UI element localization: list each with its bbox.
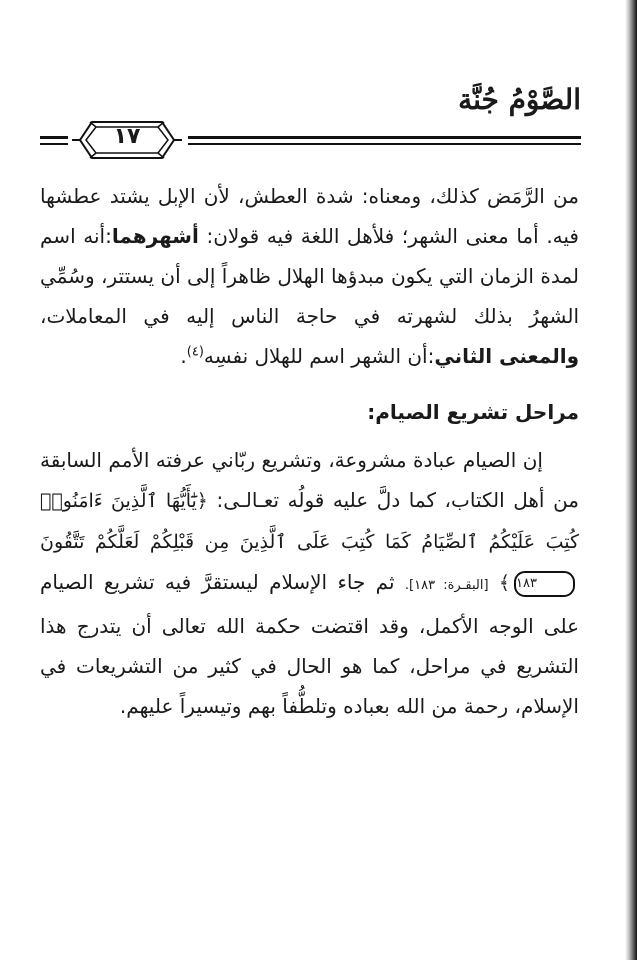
- scan-edge-shadow: [625, 0, 637, 960]
- paragraph-fasting-stages: [40, 440, 579, 726]
- paragraph-month-meaning: [40, 176, 579, 376]
- footnote-reference: (٤): [186, 344, 204, 360]
- page-number-badge: [70, 118, 184, 162]
- header-rule-left: [40, 136, 68, 145]
- text-fasting-stages: ثم جاء الإسلام ليستقرَّ فيه تشريع الصيام على الوجه الأكمل، وقد اقتضت حكمة الله تعالى أن يتدرج هذا التشريع في مراحل، كما هو الحال في كثير من التشريعات في الإسلام، رحمة من الله بعباده وتلطُّفاً بهم وتيسيراً عليهم.: [40, 570, 579, 718]
- sentence-end: .: [180, 344, 187, 368]
- page-number: ١٧: [113, 124, 141, 149]
- page-header: [40, 78, 581, 158]
- header-rule-right: [188, 136, 581, 145]
- text-first-meaning: :أنه اسم لمدة الزمان التي يكون مبدؤها الهلال ظاهراً إلى أن يستتر، وسُمِّي الشهرُ بذلك لشهرته في حاجة الناس إليه في المعاملات،: [40, 224, 579, 328]
- text-ramad-meaning: من الرَّمَض كذلك، ومعناه: شدة العطش، لأن الإبل يشتد عطشها فيه. أما معنى الشهر؛ فلأهل اللغة فيه قولان:: [40, 184, 579, 248]
- text-fasting-intro: إن الصيام عبادة مشروعة، وتشريع ربّاني عرفته الأمم السابقة من أهل الكتاب، كما دلَّ عليه قولُه تعـالـى:: [40, 448, 580, 512]
- quran-verse-close: ﴾: [498, 572, 511, 594]
- section-heading: مراحل تشريع الصيام:: [367, 400, 579, 424]
- header-rule: [40, 126, 581, 156]
- term-second-meaning: والمعنى الثاني: [434, 344, 579, 368]
- verse-source-reference: [البقـرة: ١٨٣].: [404, 578, 489, 593]
- term-first-meaning: أشهرهما: [111, 224, 199, 248]
- page-body: [40, 176, 579, 726]
- verse-number-marker: ١٨٣: [514, 571, 575, 597]
- quran-verse: ﴿يَٰٓأَيُّهَا ٱلَّذِينَ ءَامَنُوا۟ كُتِبَ عَلَيْكُمُ ٱلصِّيَامُ كَمَا كُتِبَ عَلَى ٱلَّذِينَ مِن قَبْلِكُمْ لَعَلَّكُمْ تَتَّقُونَ: [40, 490, 579, 553]
- running-book-title: الصَّوْمُ جُنَّة: [458, 83, 581, 116]
- text-second-meaning: :أن الشهر اسم للهلال نفسِه: [203, 344, 435, 368]
